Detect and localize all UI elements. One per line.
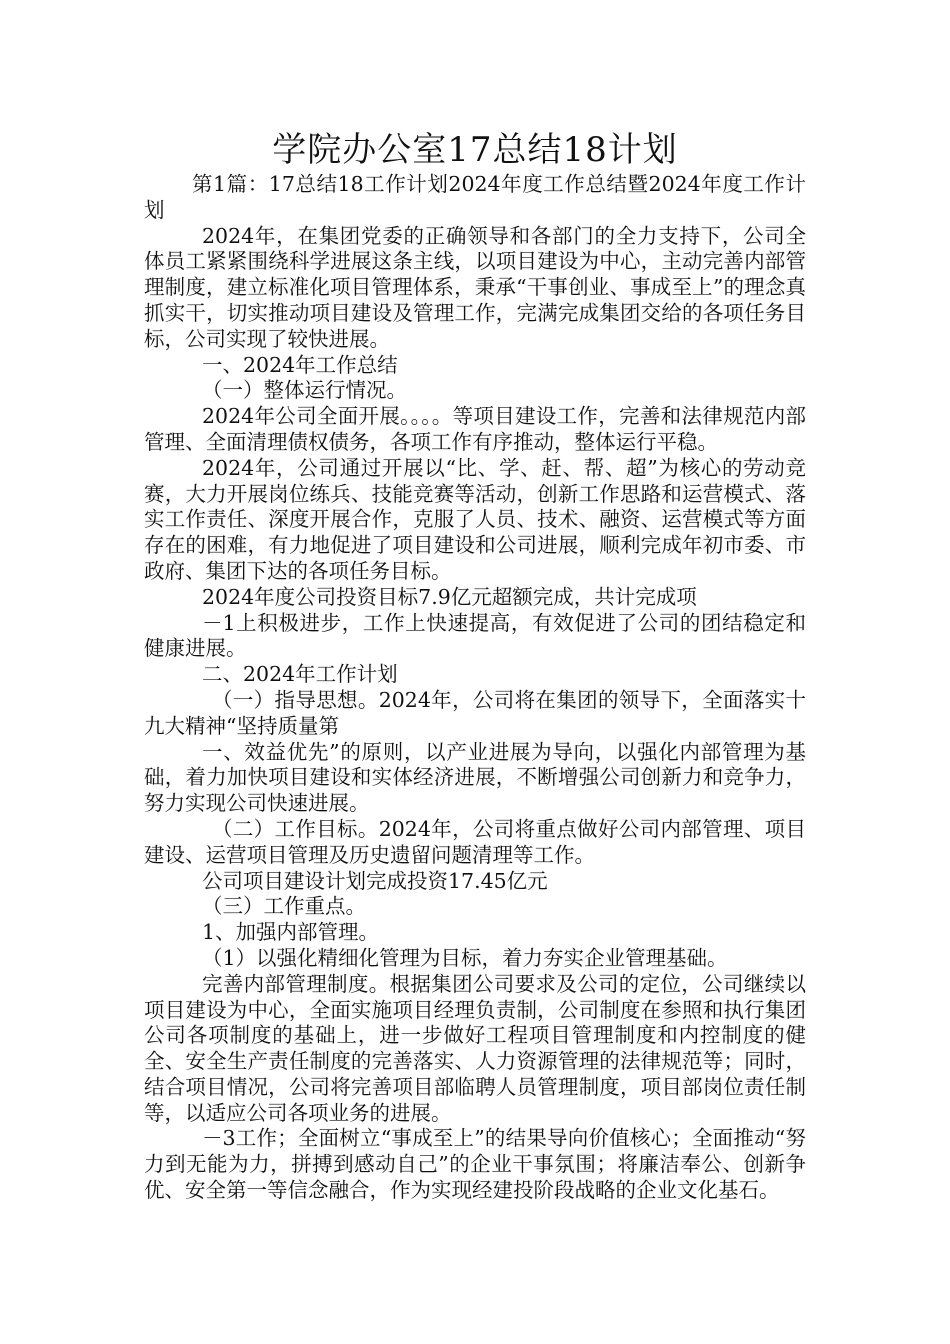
paragraph: 第1篇：17总结18工作计划2024年度工作总结暨2024年度工作计划 [144,172,806,222]
paragraph: 2024年公司全面开展。。。。等项目建设工作，完善和法律规范内部管理、全面清理债权债务，各项工作有序推动，整体运行平稳。 [144,404,806,454]
subsection-heading: 1、加强内部管理。 [202,920,380,945]
paragraph: （一）指导思想。2024年，公司将在集团的领导下，全面落实十九大精神“坚持质量第 [144,687,806,738]
section-heading: 二、2024年工作计划 [202,662,398,687]
paragraph: －3工作；全面树立“事成至上”的结果导向价值核心；全面推动“努力到无能为力，拼搏到感动自己”的企业干事氛围；将廉洁奉公、创新争优、安全第一等信念融合，作为实现经建投阶段战略的企业文化基石。 [144,1126,806,1203]
paragraph: 完善内部管理制度。根据集团公司要求及公司的定位，公司继续以项目建设为中心，全面实施项目经理负责制，公司制度在参照和执行集团公司各项制度的基础上，进一步做好工程项目管理制度和内控制度的健全、安全生产责任制度的完善落实、人力资源管理的法律规范等；同时，结合项目情况，公司将完善项目部临聘人员管理制度，项目部岗位责任制等，以适应公司各项业务的进展。 [144,971,806,1125]
paragraph: 2024年度公司投资目标7.9亿元超额完成，共计完成项 [202,584,697,609]
paragraph: （1）以强化精细化管理为目标，着力夯实企业管理基础。 [202,945,728,970]
document-title: 学院办公室17总结18计划 [272,130,678,170]
subsection-heading: （三）工作重点。 [202,894,366,919]
paragraph: 公司项目建设计划完成投资17.45亿元 [202,868,548,893]
section-heading: 一、2024年工作总结 [202,352,398,377]
subsection-heading: （一）整体运行情况。 [202,378,407,403]
paragraph: －1上积极进步，工作上快速提高，有效促进了公司的团结稳定和健康进展。 [144,610,806,661]
paragraph: 2024年，在集团党委的正确领导和各部门的全力支持下，公司全体员工紧紧围绕科学进展这条主线，以项目建设为中心，主动完善内部管理制度，建立标准化项目管理体系，秉承“干事创业、事成至上”的理念真抓实干，切实推动项目建设及管理工作，完满完成集团交给的各项任务目标，公司实现了较快进展。 [144,223,806,351]
paragraph: 2024年，公司通过开展以“比、学、赶、帮、超”为核心的劳动竞赛，大力开展岗位练兵、技能竞赛等活动，创新工作思路和运营模式、落实工作责任、深度开展合作，克服了人员、技术、融资、运营模式等方面存在的困难，有力地促进了项目建设和公司进展，顺利完成年初市委、市政府、集团下达的各项任务目标。 [144,455,806,583]
paragraph: （二）工作目标。2024年，公司将重点做好公司内部管理、项目建设、运营项目管理及历史遗留问题清理等工作。 [144,816,806,867]
paragraph: 一、效益优先”的原则，以产业进展为导向，以强化内部管理为基础，着力加快项目建设和实体经济进展，不断增强公司创新力和竞争力，努力实现公司快速进展。 [144,739,806,816]
document-body [144,172,806,1204]
